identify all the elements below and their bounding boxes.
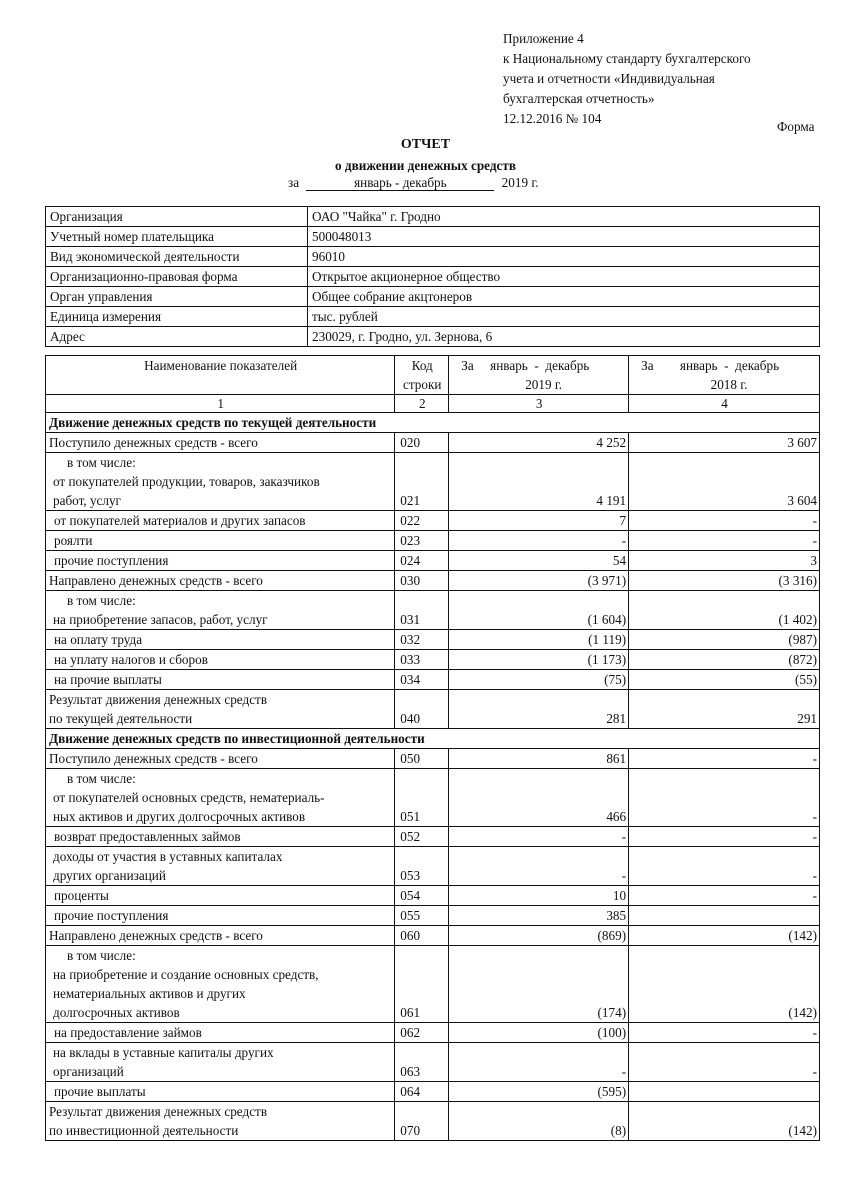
table-row xyxy=(46,926,820,946)
value-2019: 7 xyxy=(449,511,629,531)
value-2018 xyxy=(629,906,820,926)
table-row xyxy=(46,531,820,551)
value-2019: (595) xyxy=(449,1082,629,1102)
table-row xyxy=(46,749,820,769)
row-name xyxy=(46,591,395,630)
header-code: Код строки xyxy=(395,356,449,395)
row-code: 031 xyxy=(395,591,449,630)
row-name: на предоставление займов xyxy=(46,1023,395,1043)
info-value: 96010 xyxy=(308,247,820,267)
row-code: 032 xyxy=(395,630,449,650)
row-name xyxy=(46,946,395,1023)
period-prefix: за xyxy=(288,175,300,190)
row-name-line: организаций xyxy=(53,1064,124,1079)
info-value: 230029, г. Гродно, ул. Зернова, 6 xyxy=(308,327,820,347)
value-2019: 861 xyxy=(449,749,629,769)
info-value: ОАО "Чайка" г. Гродно xyxy=(308,207,820,227)
value-2019: 466 xyxy=(449,769,629,827)
value-2019: 4 191 xyxy=(449,453,629,511)
info-label: Орган управления xyxy=(46,287,308,307)
value-2019: 54 xyxy=(449,551,629,571)
row-name-line: в том числе: xyxy=(67,771,136,786)
info-label: Организация xyxy=(46,207,308,227)
row-code: 024 xyxy=(395,551,449,571)
table-row xyxy=(46,650,820,670)
row-name-line: в том числе: xyxy=(67,948,136,963)
row-code: 030 xyxy=(395,571,449,591)
row-name-line: других организаций xyxy=(53,868,166,883)
row-name: проценты xyxy=(46,886,395,906)
header-name: Наименование показателей xyxy=(46,356,395,395)
header-2019: За январь - декабрь 2019 г. xyxy=(449,356,629,395)
column-number: 3 xyxy=(449,395,629,413)
value-2018: 291 xyxy=(629,690,820,729)
column-number: 1 xyxy=(46,395,395,413)
value-2019: 385 xyxy=(449,906,629,926)
row-code: 064 xyxy=(395,1082,449,1102)
column-number: 4 xyxy=(629,395,820,413)
section-title: Движение денежных средств по инвестиционной деятельности xyxy=(46,729,820,749)
table-row xyxy=(46,571,820,591)
row-code: 021 xyxy=(395,453,449,511)
value-2018: 3 xyxy=(629,551,820,571)
row-name-line: Результат движения денежных средств xyxy=(49,692,268,707)
row-name-line: от покупателей продукции, товаров, заказчиков xyxy=(53,474,320,489)
row-name-line: Результат движения денежных средств xyxy=(49,1104,268,1119)
row-code: 052 xyxy=(395,827,449,847)
row-code: 033 xyxy=(395,650,449,670)
value-2019: - xyxy=(449,531,629,551)
row-name: на прочие выплаты xyxy=(46,670,395,690)
value-2018: - xyxy=(629,847,820,886)
info-row xyxy=(46,207,820,227)
value-2018: - xyxy=(629,511,820,531)
value-2019: - xyxy=(449,827,629,847)
row-code: 060 xyxy=(395,926,449,946)
info-row xyxy=(46,287,820,307)
row-name xyxy=(46,1102,395,1141)
info-row xyxy=(46,247,820,267)
table-row xyxy=(46,769,820,827)
row-name: возврат предоставленных займов xyxy=(46,827,395,847)
table-row xyxy=(46,847,820,886)
table-row xyxy=(46,886,820,906)
row-code: 061 xyxy=(395,946,449,1023)
value-2018: - xyxy=(629,769,820,827)
section-row xyxy=(46,729,820,749)
row-name-line: в том числе: xyxy=(67,593,136,608)
row-name: прочие выплаты xyxy=(46,1082,395,1102)
row-name-line: на вклады в уставные капиталы других xyxy=(53,1045,274,1060)
value-2019: (3 971) xyxy=(449,571,629,591)
table-row xyxy=(46,946,820,1023)
value-2018: (872) xyxy=(629,650,820,670)
value-2018: (142) xyxy=(629,926,820,946)
row-name: Поступило денежных средств - всего xyxy=(46,749,395,769)
value-2019: (174) xyxy=(449,946,629,1023)
value-2019: (1 604) xyxy=(449,591,629,630)
row-name: от покупателей материалов и других запасов xyxy=(46,511,395,531)
value-2018 xyxy=(629,1082,820,1102)
table-row xyxy=(46,551,820,571)
value-2018: - xyxy=(629,749,820,769)
value-2018: (142) xyxy=(629,1102,820,1141)
row-code: 023 xyxy=(395,531,449,551)
value-2018: (1 402) xyxy=(629,591,820,630)
row-name: Поступило денежных средств - всего xyxy=(46,433,395,453)
column-number-row xyxy=(46,395,820,413)
info-label: Вид экономической деятельности xyxy=(46,247,308,267)
info-label: Организационно-правовая форма xyxy=(46,267,308,287)
row-name xyxy=(46,453,395,511)
period-value: январь - декабрь xyxy=(306,175,494,191)
table-row xyxy=(46,1082,820,1102)
row-name xyxy=(46,769,395,827)
row-name-line: в том числе: xyxy=(67,455,136,470)
info-value: Открытое акционерное общество xyxy=(308,267,820,287)
table-row xyxy=(46,906,820,926)
row-code: 051 xyxy=(395,769,449,827)
info-value: 500048013 xyxy=(308,227,820,247)
table-row xyxy=(46,453,820,511)
row-code: 034 xyxy=(395,670,449,690)
value-2019: - xyxy=(449,1043,629,1082)
row-name: на уплату налогов и сборов xyxy=(46,650,395,670)
table-row xyxy=(46,690,820,729)
row-code: 054 xyxy=(395,886,449,906)
value-2018: 3 607 xyxy=(629,433,820,453)
row-name-line: доходы от участия в уставных капиталах xyxy=(53,849,283,864)
value-2018: 3 604 xyxy=(629,453,820,511)
table-row xyxy=(46,1023,820,1043)
row-code: 070 xyxy=(395,1102,449,1141)
report-period xyxy=(288,175,539,191)
row-name-line: от покупателей основных средств, нематериаль- xyxy=(53,790,325,805)
table-row xyxy=(46,1043,820,1082)
info-row xyxy=(46,307,820,327)
row-name xyxy=(46,690,395,729)
value-2018: (142) xyxy=(629,946,820,1023)
row-name-line: на приобретение запасов, работ, услуг xyxy=(53,612,268,627)
value-2019: (100) xyxy=(449,1023,629,1043)
table-row xyxy=(46,433,820,453)
annex-line: 12.12.2016 № 104 xyxy=(503,111,602,126)
table-row xyxy=(46,1102,820,1141)
row-name-line: по текущей деятельности xyxy=(49,711,193,726)
value-2019: (75) xyxy=(449,670,629,690)
organization-info-table xyxy=(45,206,820,347)
form-label: Форма xyxy=(777,119,815,134)
period-year: 2019 г. xyxy=(501,175,539,190)
annex-line: бухгалтерская отчетность» xyxy=(503,91,655,106)
row-code: 040 xyxy=(395,690,449,729)
row-code: 022 xyxy=(395,511,449,531)
value-2019: 10 xyxy=(449,886,629,906)
value-2018: - xyxy=(629,1023,820,1043)
value-2019: 4 252 xyxy=(449,433,629,453)
value-2019: (1 173) xyxy=(449,650,629,670)
annex-line: к Национальному стандарту бухгалтерского xyxy=(503,51,751,66)
info-row xyxy=(46,267,820,287)
info-label: Учетный номер плательщика xyxy=(46,227,308,247)
info-row xyxy=(46,327,820,347)
row-code: 050 xyxy=(395,749,449,769)
info-label: Адрес xyxy=(46,327,308,347)
report-subtitle: о движении денежных средств xyxy=(335,158,516,173)
annex-block xyxy=(503,29,823,129)
row-name: Направлено денежных средств - всего xyxy=(46,926,395,946)
info-row xyxy=(46,227,820,247)
value-2019: (1 119) xyxy=(449,630,629,650)
row-code: 020 xyxy=(395,433,449,453)
table-row xyxy=(46,670,820,690)
row-name-line: ных активов и других долгосрочных активов xyxy=(53,809,306,824)
row-name: роялти xyxy=(46,531,395,551)
row-name: Направлено денежных средств - всего xyxy=(46,571,395,591)
value-2019: - xyxy=(449,847,629,886)
info-value: Общее собрание акцтонеров xyxy=(308,287,820,307)
value-2018: - xyxy=(629,531,820,551)
table-row xyxy=(46,511,820,531)
info-label: Единица измерения xyxy=(46,307,308,327)
row-name: прочие поступления xyxy=(46,906,395,926)
cash-flow-table xyxy=(45,355,820,1141)
row-code: 055 xyxy=(395,906,449,926)
annex-line: учета и отчетности «Индивидуальная xyxy=(503,71,715,86)
row-code: 053 xyxy=(395,847,449,886)
row-name: прочие поступления xyxy=(46,551,395,571)
row-name-line: работ, услуг xyxy=(53,493,121,508)
table-row xyxy=(46,827,820,847)
value-2018: - xyxy=(629,827,820,847)
section-row xyxy=(46,413,820,433)
row-name-line: долгосрочных активов xyxy=(53,1005,180,1020)
row-code: 063 xyxy=(395,1043,449,1082)
value-2019: 281 xyxy=(449,690,629,729)
row-name-line: на приобретение и создание основных средств, xyxy=(53,967,319,982)
row-code: 062 xyxy=(395,1023,449,1043)
value-2018: - xyxy=(629,1043,820,1082)
header-2018: За январь - декабрь 2018 г. xyxy=(629,356,820,395)
table-header-row xyxy=(46,356,820,395)
row-name xyxy=(46,847,395,886)
column-number: 2 xyxy=(395,395,449,413)
value-2018: (3 316) xyxy=(629,571,820,591)
annex-line: Приложение 4 xyxy=(503,31,584,46)
table-row xyxy=(46,630,820,650)
table-row xyxy=(46,591,820,630)
value-2018: - xyxy=(629,886,820,906)
value-2019: (869) xyxy=(449,926,629,946)
section-title: Движение денежных средств по текущей деятельности xyxy=(46,413,820,433)
row-name xyxy=(46,1043,395,1082)
row-name: на оплату труда xyxy=(46,630,395,650)
value-2018: (987) xyxy=(629,630,820,650)
value-2019: (8) xyxy=(449,1102,629,1141)
value-2018: (55) xyxy=(629,670,820,690)
report-title: ОТЧЕТ xyxy=(400,137,451,152)
row-name-line: нематериальных активов и других xyxy=(53,986,246,1001)
row-name-line: по инвестиционной деятельности xyxy=(49,1123,239,1138)
info-value: тыс. рублей xyxy=(308,307,820,327)
